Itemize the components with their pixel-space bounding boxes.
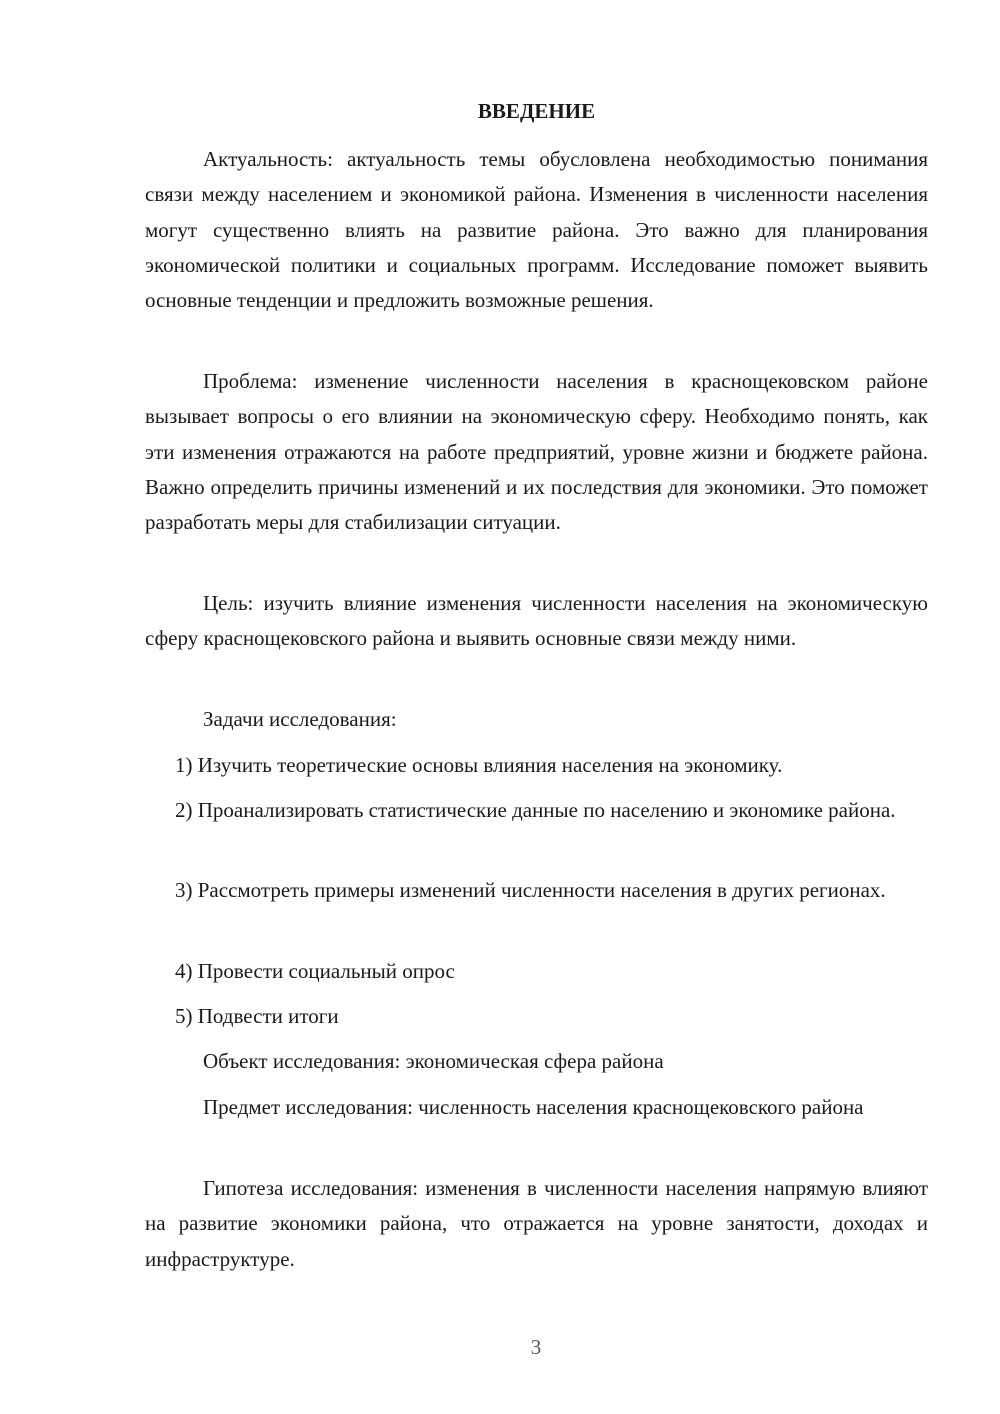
page-title: ВВЕДЕНИЕ [477, 99, 596, 123]
hypothesis-paragraph: Гипотеза исследования: изменения в численности населения напрямую влияют на развитие экономики района, что отражается на уровне занятости, доходах и инфраструктуре. [145, 1176, 928, 1271]
task-item-3: 3) Рассмотреть примеры изменений численности населения в других регионах. [175, 878, 886, 902]
subject-paragraph: Предмет исследования: численность населения краснощековского района [203, 1095, 864, 1119]
task-item-5: 5) Подвести итоги [175, 1004, 339, 1028]
page-number: 3 [530, 1335, 542, 1359]
tasks-heading: Задачи исследования: [203, 707, 397, 731]
task-item-2: 2) Проанализировать статистические данные по населению и экономике района. [175, 798, 896, 822]
goal-paragraph: Цель: изучить влияние изменения численности населения на экономическую сферу краснощековского района и выявить основные связи между ними. [145, 591, 928, 651]
task-item-1: 1) Изучить теоретические основы влияния населения на экономику. [175, 753, 783, 777]
problem-paragraph: Проблема: изменение численности населения в краснощековском районе вызывает вопросы о его влиянии на экономическую сферу. Необходимо понять, как эти изменения отражаются на работе предприятий, уровне жизни и бюджете района. Важно определить причины изменений и их последствия для экономики. Это поможет разработать меры для стабилизации ситуации. [145, 369, 928, 535]
relevance-paragraph: Актуальность: актуальность темы обусловлена необходимостью понимания связи между населением и экономикой района. Изменения в численности населения могут существенно влиять на развитие района. Это важно для планирования экономической политики и социальных программ. Исследование поможет выявить основные тенденции и предложить возможные решения. [145, 147, 928, 313]
object-paragraph: Объект исследования: экономическая сфера района [203, 1049, 664, 1073]
task-item-4: 4) Провести социальный опрос [175, 959, 455, 983]
